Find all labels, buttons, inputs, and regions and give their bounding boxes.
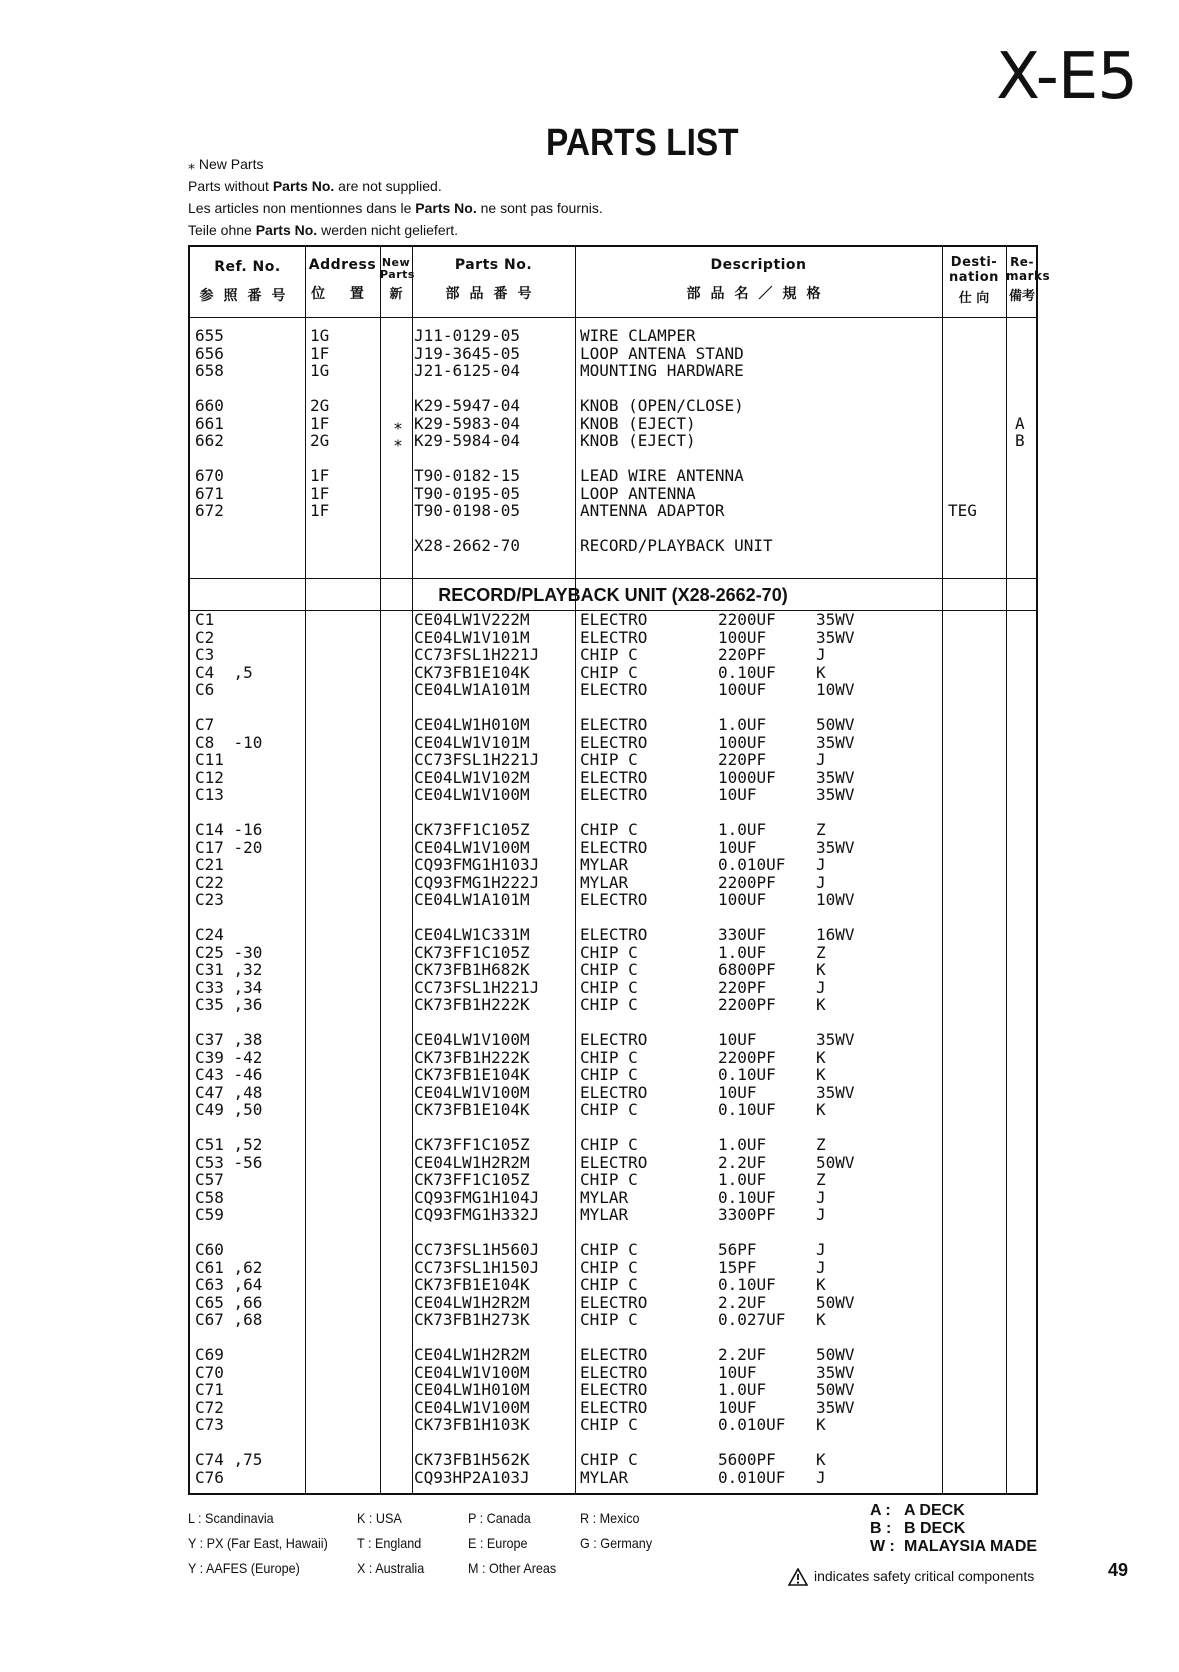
rating: 50WV bbox=[816, 1380, 855, 1399]
deck-item: B : B DECK bbox=[870, 1520, 966, 1537]
description: ELECTRO bbox=[580, 680, 648, 699]
ref-no: C35 ,36 bbox=[195, 995, 263, 1014]
description: CHIP C bbox=[580, 1240, 638, 1259]
description: ELECTRO bbox=[580, 837, 648, 857]
rating: J bbox=[816, 1240, 826, 1259]
ref-no: C59 bbox=[195, 1205, 224, 1224]
part-no: J21-6125-04 bbox=[414, 361, 520, 380]
value: 10UF bbox=[718, 1397, 757, 1417]
note-french: Les articles non mentionnes dans le Parts No. ne sont pas fournis. bbox=[188, 200, 603, 216]
legend-item: M : Other Areas bbox=[468, 1560, 557, 1576]
address: 1F bbox=[310, 343, 330, 363]
rating: 50WV bbox=[816, 1292, 855, 1312]
part-no: CK73FB1E104K bbox=[414, 1100, 530, 1119]
rating: J bbox=[816, 1257, 826, 1277]
ref-no: C57 bbox=[195, 1170, 224, 1189]
description: ELECTRO bbox=[580, 1152, 648, 1172]
description: ELECTRO bbox=[580, 925, 648, 944]
rating: 10WV bbox=[816, 680, 855, 699]
rating: J bbox=[816, 855, 826, 874]
value: 0.027UF bbox=[718, 1310, 786, 1329]
rating: 35WV bbox=[816, 837, 855, 857]
rating: K bbox=[816, 1100, 826, 1119]
description: KNOB (EJECT) bbox=[580, 413, 696, 433]
part-no: CE04LW1V100M bbox=[414, 1362, 530, 1382]
value: 100UF bbox=[718, 890, 767, 909]
column-rule bbox=[1006, 247, 1007, 1493]
ref-no: C37 ,38 bbox=[195, 1030, 263, 1049]
part-no: CK73FF1C105Z bbox=[414, 1170, 530, 1189]
part-no: CK73FF1C105Z bbox=[414, 1135, 530, 1154]
part-no: CE04LW1H010M bbox=[414, 1380, 530, 1399]
value: 0.10UF bbox=[718, 1065, 776, 1084]
rating: K bbox=[816, 662, 826, 682]
header-rule bbox=[190, 317, 1036, 318]
rating: J bbox=[816, 1205, 826, 1224]
ref-no: C65 ,66 bbox=[195, 1292, 263, 1312]
value: 0.010UF bbox=[718, 855, 786, 874]
value: 0.010UF bbox=[718, 1467, 786, 1487]
rating: J bbox=[816, 1187, 826, 1207]
part-no: CC73FSL1H221J bbox=[414, 977, 540, 997]
ref-no: 658 bbox=[195, 361, 224, 380]
value: 2.2UF bbox=[718, 1292, 767, 1312]
warning-triangle-icon bbox=[788, 1568, 808, 1586]
legend-col-2 bbox=[357, 1506, 424, 1581]
value: 0.10UF bbox=[718, 1100, 776, 1119]
description: ELECTRO bbox=[580, 767, 648, 787]
address: 1F bbox=[310, 483, 330, 503]
description: MYLAR bbox=[580, 1205, 629, 1224]
value: 1.0UF bbox=[718, 1170, 767, 1189]
rating: Z bbox=[816, 1170, 826, 1189]
part-no: CE04LW1H2R2M bbox=[414, 1292, 530, 1312]
ref-no: C58 bbox=[195, 1187, 224, 1207]
ref-no: 656 bbox=[195, 343, 224, 363]
description: ELECTRO bbox=[580, 627, 648, 647]
ref-no: C47 ,48 bbox=[195, 1082, 263, 1102]
rating: K bbox=[816, 995, 826, 1014]
legend-col-3 bbox=[468, 1506, 556, 1581]
value: 100UF bbox=[718, 627, 767, 647]
part-no: CK73FB1H273K bbox=[414, 1310, 530, 1329]
part-no: CE04LW1V102M bbox=[414, 767, 530, 787]
description: CHIP C bbox=[580, 820, 638, 839]
part-no: CK73FF1C105Z bbox=[414, 942, 530, 962]
description: KNOB (EJECT) bbox=[580, 431, 696, 450]
ref-no: C61 ,62 bbox=[195, 1257, 263, 1277]
legend-item: X : Australia bbox=[357, 1560, 425, 1576]
part-no: T90-0198-05 bbox=[414, 501, 520, 520]
part-no: CE04LW1C331M bbox=[414, 925, 530, 944]
value: 220PF bbox=[718, 645, 767, 664]
value: 1.0UF bbox=[718, 820, 767, 839]
rating: J bbox=[816, 1467, 826, 1487]
rating: 50WV bbox=[816, 1345, 855, 1364]
part-no: CE04LW1V101M bbox=[414, 732, 530, 752]
rating: K bbox=[816, 1415, 826, 1434]
part-no: CE04LW1H2R2M bbox=[414, 1152, 530, 1172]
remarks: B bbox=[1015, 431, 1025, 450]
value: 2200PF bbox=[718, 872, 776, 892]
part-no: CK73FB1H682K bbox=[414, 960, 530, 979]
value: 10UF bbox=[718, 785, 757, 804]
address: 2G bbox=[310, 431, 330, 450]
legend-item: T : England bbox=[357, 1535, 422, 1551]
description: KNOB (OPEN/CLOSE) bbox=[580, 396, 744, 415]
value: 10UF bbox=[718, 1030, 757, 1049]
column-rule bbox=[380, 247, 381, 1493]
ref-no: C49 ,50 bbox=[195, 1100, 263, 1119]
value: 56PF bbox=[718, 1240, 757, 1259]
description: CHIP C bbox=[580, 977, 638, 997]
ref-no: C17 -20 bbox=[195, 837, 263, 857]
part-no: CE04LW1A101M bbox=[414, 680, 530, 699]
description: CHIP C bbox=[580, 1135, 638, 1154]
description: ELECTRO bbox=[580, 1380, 648, 1399]
address: 1F bbox=[310, 413, 330, 433]
ref-no: C76 bbox=[195, 1467, 224, 1487]
rating: 35WV bbox=[816, 767, 855, 787]
header-description: Description 部品名／規格 bbox=[686, 257, 831, 302]
column-rule bbox=[575, 247, 576, 1493]
page-title: PARTS LIST bbox=[546, 122, 739, 164]
rating: K bbox=[816, 960, 826, 979]
description: ELECTRO bbox=[580, 1292, 648, 1312]
ref-no: 661 bbox=[195, 413, 224, 433]
part-no: CQ93FMG1H103J bbox=[414, 855, 540, 874]
remarks: A bbox=[1015, 413, 1025, 433]
description: ELECTRO bbox=[580, 890, 648, 909]
description: ELECTRO bbox=[580, 785, 648, 804]
ref-no: 670 bbox=[195, 466, 224, 485]
description: ANTENNA ADAPTOR bbox=[580, 501, 725, 520]
part-no: CE04LW1V100M bbox=[414, 1030, 530, 1049]
address: 1F bbox=[310, 466, 330, 485]
deck-item: A : A DECK bbox=[870, 1502, 965, 1519]
ref-no: 655 bbox=[195, 326, 224, 345]
rating: 35WV bbox=[816, 732, 855, 752]
ref-no: C8 -10 bbox=[195, 732, 263, 752]
ref-no: 660 bbox=[195, 396, 224, 415]
description: LEAD WIRE ANTENNA bbox=[580, 466, 744, 485]
ref-no: C21 bbox=[195, 855, 224, 874]
legend-item: K : USA bbox=[357, 1510, 402, 1526]
address: 1G bbox=[310, 326, 330, 345]
description: ELECTRO bbox=[580, 1030, 648, 1049]
part-no: CC73FSL1H560J bbox=[414, 1240, 540, 1259]
description: ELECTRO bbox=[580, 715, 648, 734]
note-english: Parts without Parts No. are not supplied. bbox=[188, 178, 442, 194]
header-parts-no: Parts No. 部品番号 bbox=[445, 257, 542, 302]
value: 2.2UF bbox=[718, 1152, 767, 1172]
rating: J bbox=[816, 977, 826, 997]
legend-item: Y : PX (Far East, Hawaii) bbox=[188, 1535, 328, 1551]
description: CHIP C bbox=[580, 1047, 638, 1067]
column-rule bbox=[305, 247, 306, 1493]
ref-no: C70 bbox=[195, 1362, 224, 1382]
ref-no: 662 bbox=[195, 431, 224, 450]
part-no: CC73FSL1H221J bbox=[414, 750, 540, 769]
legend-item: G : Germany bbox=[580, 1535, 653, 1551]
rating: 35WV bbox=[816, 785, 855, 804]
description: MYLAR bbox=[580, 855, 629, 874]
ref-no: 671 bbox=[195, 483, 224, 503]
ref-no: C67 ,68 bbox=[195, 1310, 263, 1329]
address: 1F bbox=[310, 501, 330, 520]
part-no: CE04LW1H010M bbox=[414, 715, 530, 734]
part-no: CE04LW1H2R2M bbox=[414, 1345, 530, 1364]
rating: K bbox=[816, 1065, 826, 1084]
description: CHIP C bbox=[580, 1257, 638, 1277]
ref-no: C43 -46 bbox=[195, 1065, 263, 1084]
value: 1.0UF bbox=[718, 715, 767, 734]
new-parts-note: ⁎ New Parts bbox=[188, 156, 264, 172]
legend-item: Y : AAFES (Europe) bbox=[188, 1560, 300, 1576]
page-number: 49 bbox=[1108, 1560, 1129, 1580]
rating: Z bbox=[816, 942, 826, 962]
description: ELECTRO bbox=[580, 1082, 648, 1102]
rating: 35WV bbox=[816, 627, 855, 647]
part-no: CC73FSL1H150J bbox=[414, 1257, 540, 1277]
description: MYLAR bbox=[580, 1187, 629, 1207]
ref-no: C39 -42 bbox=[195, 1047, 263, 1067]
description: WIRE CLAMPER bbox=[580, 326, 696, 345]
part-no: CQ93FMG1H332J bbox=[414, 1205, 540, 1224]
value: 1.0UF bbox=[718, 942, 767, 962]
section-rule-top bbox=[190, 578, 1036, 579]
part-no: CE04LW1V222M bbox=[414, 610, 530, 629]
description: ELECTRO bbox=[580, 732, 648, 752]
description: CHIP C bbox=[580, 1415, 638, 1434]
rating: Z bbox=[816, 820, 826, 839]
ref-no: C11 bbox=[195, 750, 224, 769]
part-no: K29-5947-04 bbox=[414, 396, 520, 415]
part-no: CQ93HP2A103J bbox=[414, 1467, 530, 1487]
ref-no: C33 ,34 bbox=[195, 977, 263, 997]
legend-item: P : Canada bbox=[468, 1510, 531, 1526]
value: 220PF bbox=[718, 750, 767, 769]
part-no: CE04LW1V100M bbox=[414, 837, 530, 857]
ref-no: C72 bbox=[195, 1397, 224, 1417]
value: 220PF bbox=[718, 977, 767, 997]
value: 2.2UF bbox=[718, 1345, 767, 1364]
value: 1000UF bbox=[718, 767, 776, 787]
rating: 35WV bbox=[816, 1082, 855, 1102]
ref-no: C22 bbox=[195, 872, 224, 892]
header-address: Address 位 置 bbox=[308, 257, 377, 302]
header-destination: Desti- nation 仕 向 bbox=[949, 255, 999, 306]
ref-no: C69 bbox=[195, 1345, 224, 1364]
ref-no: C6 bbox=[195, 680, 215, 699]
value: 1.0UF bbox=[718, 1380, 767, 1399]
ref-no: C1 bbox=[195, 610, 215, 629]
part-no: CK73FB1E104K bbox=[414, 662, 530, 682]
value: 2200UF bbox=[718, 610, 776, 629]
legend-item: L : Scandinavia bbox=[188, 1510, 274, 1526]
ref-no: C73 bbox=[195, 1415, 224, 1434]
part-no: CE04LW1A101M bbox=[414, 890, 530, 909]
deck-legend bbox=[870, 1502, 1037, 1556]
description: LOOP ANTENNA bbox=[580, 483, 696, 503]
part-no: T90-0195-05 bbox=[414, 483, 520, 503]
ref-no: C63 ,64 bbox=[195, 1275, 263, 1294]
safety-note: indicates safety critical components bbox=[788, 1568, 1034, 1586]
value: 10UF bbox=[718, 1362, 757, 1382]
value: 5600PF bbox=[718, 1450, 776, 1469]
value: 100UF bbox=[718, 732, 767, 752]
part-no: CK73FB1H222K bbox=[414, 995, 530, 1014]
rating: K bbox=[816, 1047, 826, 1067]
description: CHIP C bbox=[580, 1170, 638, 1189]
header-remarks: Re- marks 備考 bbox=[1006, 255, 1051, 304]
address: 1G bbox=[310, 361, 330, 380]
description: CHIP C bbox=[580, 960, 638, 979]
value: 10UF bbox=[718, 1082, 757, 1102]
value: 2200PF bbox=[718, 1047, 776, 1067]
description: CHIP C bbox=[580, 750, 638, 769]
ref-no: C74 ,75 bbox=[195, 1450, 263, 1469]
legend-col-1 bbox=[188, 1506, 328, 1581]
ref-no: C71 bbox=[195, 1380, 224, 1399]
value: 0.10UF bbox=[718, 1275, 776, 1294]
rating: 16WV bbox=[816, 925, 855, 944]
notes-block bbox=[188, 153, 603, 241]
ref-no: C25 -30 bbox=[195, 942, 263, 962]
header-ref: Ref. No. 参照番号 bbox=[199, 259, 296, 304]
part-no: CE04LW1V100M bbox=[414, 1082, 530, 1102]
value: 10UF bbox=[718, 837, 757, 857]
ref-no: C13 bbox=[195, 785, 224, 804]
part-no: J19-3645-05 bbox=[414, 343, 520, 363]
note-german: Teile ohne Parts No. werden nicht geliefert. bbox=[188, 222, 459, 238]
description: ELECTRO bbox=[580, 1362, 648, 1382]
description: ELECTRO bbox=[580, 1397, 648, 1417]
value: 1.0UF bbox=[718, 1135, 767, 1154]
description: CHIP C bbox=[580, 942, 638, 962]
value: 0.010UF bbox=[718, 1415, 786, 1434]
ref-no: C60 bbox=[195, 1240, 224, 1259]
ref-no: C24 bbox=[195, 925, 224, 944]
description: CHIP C bbox=[580, 1275, 638, 1294]
description: CHIP C bbox=[580, 1100, 638, 1119]
part-no: CK73FB1H222K bbox=[414, 1047, 530, 1067]
ref-no: C31 ,32 bbox=[195, 960, 263, 979]
ref-no: 672 bbox=[195, 501, 224, 520]
description: CHIP C bbox=[580, 662, 638, 682]
description: MYLAR bbox=[580, 872, 629, 892]
header-new-parts: New Parts 新 bbox=[380, 256, 415, 302]
part-no: CK73FB1E104K bbox=[414, 1065, 530, 1084]
new-part-mark: ⁎ bbox=[394, 431, 402, 450]
value: 0.10UF bbox=[718, 1187, 776, 1207]
part-no: K29-5983-04 bbox=[414, 413, 520, 433]
description: CHIP C bbox=[580, 1450, 638, 1469]
description: CHIP C bbox=[580, 645, 638, 664]
column-rule bbox=[942, 247, 943, 1493]
description: MYLAR bbox=[580, 1467, 629, 1487]
part-no: T90-0182-15 bbox=[414, 466, 520, 485]
rating: J bbox=[816, 872, 826, 892]
description: LOOP ANTENA STAND bbox=[580, 343, 744, 363]
column-rule bbox=[412, 247, 413, 1493]
value: 2200PF bbox=[718, 995, 776, 1014]
ref-no: C51 ,52 bbox=[195, 1135, 263, 1154]
part-no: CK73FB1H103K bbox=[414, 1415, 530, 1434]
ref-no: C53 -56 bbox=[195, 1152, 263, 1172]
part-no: CK73FF1C105Z bbox=[414, 820, 530, 839]
rating: 50WV bbox=[816, 715, 855, 734]
part-no: CQ93FMG1H222J bbox=[414, 872, 540, 892]
description: ELECTRO bbox=[580, 1345, 648, 1364]
part-no: CE04LW1V100M bbox=[414, 785, 530, 804]
ref-no: C23 bbox=[195, 890, 224, 909]
rating: 35WV bbox=[816, 1030, 855, 1049]
rating: 35WV bbox=[816, 1397, 855, 1417]
description: CHIP C bbox=[580, 1065, 638, 1084]
ref-no: C2 bbox=[195, 627, 215, 647]
model-name: X-E5 bbox=[996, 40, 1137, 114]
rating: Z bbox=[816, 1135, 826, 1154]
ref-no: C4 ,5 bbox=[195, 662, 253, 682]
part-no: J11-0129-05 bbox=[414, 326, 520, 345]
rating: J bbox=[816, 645, 826, 664]
ref-no: C3 bbox=[195, 645, 215, 664]
rating: 50WV bbox=[816, 1152, 855, 1172]
rating: 10WV bbox=[816, 890, 855, 909]
part-no: K29-5984-04 bbox=[414, 431, 520, 450]
value: 100UF bbox=[718, 680, 767, 699]
deck-item: W : MALAYSIA MADE bbox=[870, 1538, 1038, 1555]
parts-table bbox=[188, 245, 1051, 1495]
description: ELECTRO bbox=[580, 610, 648, 629]
rating: J bbox=[816, 750, 826, 769]
part-no: X28-2662-70 bbox=[414, 536, 520, 555]
rating: K bbox=[816, 1275, 826, 1294]
ref-no: C12 bbox=[195, 767, 224, 787]
rating: K bbox=[816, 1450, 826, 1469]
part-no: CE04LW1V101M bbox=[414, 627, 530, 647]
value: 6800PF bbox=[718, 960, 776, 979]
rating: 35WV bbox=[816, 1362, 855, 1382]
value: 0.10UF bbox=[718, 662, 776, 682]
rating: 35WV bbox=[816, 610, 855, 629]
rating: K bbox=[816, 1310, 826, 1329]
part-no: CE04LW1V100M bbox=[414, 1397, 530, 1417]
description: MOUNTING HARDWARE bbox=[580, 361, 744, 380]
value: 15PF bbox=[718, 1257, 757, 1277]
description: RECORD/PLAYBACK UNIT bbox=[580, 536, 773, 555]
value: 3300PF bbox=[718, 1205, 776, 1224]
ref-no: C7 bbox=[195, 715, 215, 734]
description: CHIP C bbox=[580, 995, 638, 1014]
value: 330UF bbox=[718, 925, 767, 944]
legend-item: R : Mexico bbox=[580, 1510, 640, 1526]
legend-col-4 bbox=[580, 1506, 652, 1556]
address: 2G bbox=[310, 396, 330, 415]
part-no: CC73FSL1H221J bbox=[414, 645, 540, 664]
ref-no: C14 -16 bbox=[195, 820, 263, 839]
part-no: CK73FB1H562K bbox=[414, 1450, 530, 1469]
part-no: CK73FB1E104K bbox=[414, 1275, 530, 1294]
legend-item: E : Europe bbox=[468, 1535, 528, 1551]
section-title: RECORD/PLAYBACK UNIT (X28-2662-70) bbox=[438, 585, 788, 605]
new-part-mark: ⁎ bbox=[394, 413, 402, 433]
destination: TEG bbox=[948, 501, 977, 520]
part-no: CQ93FMG1H104J bbox=[414, 1187, 540, 1207]
description: CHIP C bbox=[580, 1310, 638, 1329]
